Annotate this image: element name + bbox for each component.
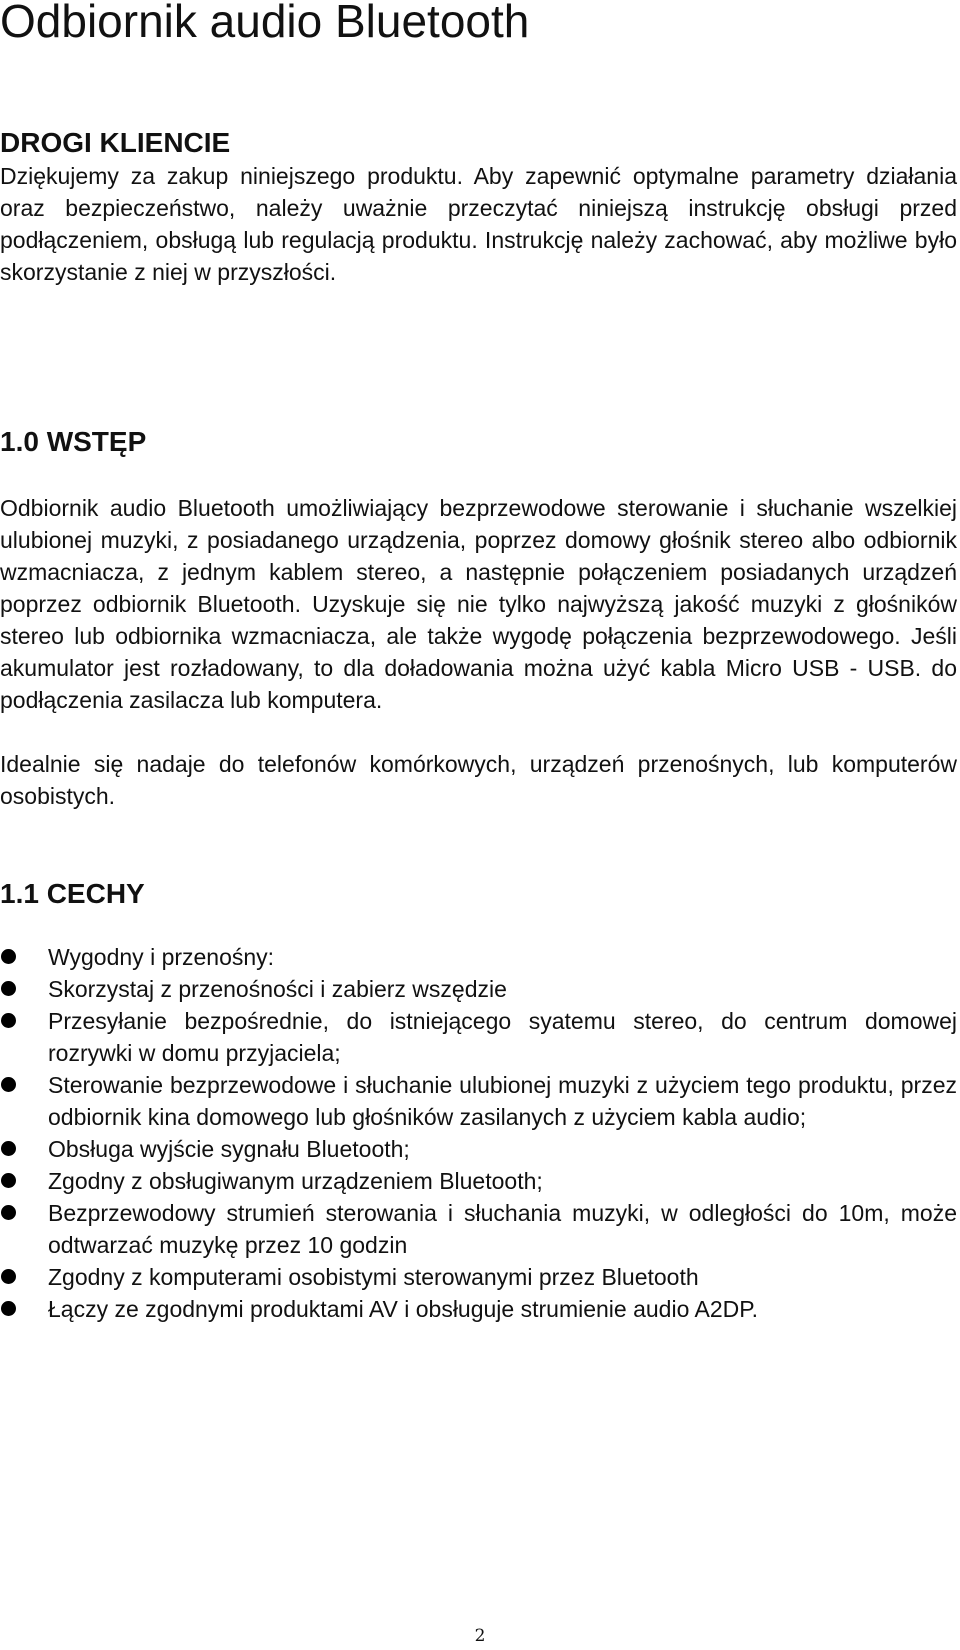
feature-text: Zgodny z obsługiwanym urządzeniem Bluetooth;: [48, 1168, 543, 1194]
greeting-paragraph: Dziękujemy za zakup niniejszego produktu. Aby zapewnić optymalne parametry działania oraz bezpieczeństwo, należy uważnie przeczytać niniejszą instrukcję obsługi przed podłączeniem, obsługą lub regulacją produktu. Instrukcję należy zachować, aby możliwe było skorzystanie z niej w przyszłości.: [0, 163, 957, 285]
feature-item: [0, 1197, 957, 1261]
feature-text: Bezprzewodowy strumień sterowania i słuchania muzyki, w odległości do 10m, może odtwarzać muzykę przez 10 godzin: [48, 1200, 957, 1258]
feature-item: [0, 1069, 957, 1133]
bullet-icon: [1, 1077, 16, 1092]
features-heading: 1.1 CECHY: [0, 878, 145, 909]
greeting-heading: DROGI KLIENCIE: [0, 127, 231, 158]
feature-text: Sterowanie bezprzewodowe i słuchanie ulubionej muzyki z użyciem tego produktu, przez odbiornik kina domowego lub głośników zasilanych z użyciem kabla audio;: [48, 1072, 957, 1130]
bullet-icon: [1, 1205, 16, 1220]
feature-item: [0, 973, 957, 1005]
feature-item: [0, 941, 957, 973]
document-title: Odbiornik audio Bluetooth: [0, 0, 530, 47]
feature-item: [0, 1261, 957, 1293]
feature-item: [0, 1293, 957, 1325]
bullet-icon: [1, 1173, 16, 1188]
bullet-icon: [1, 1141, 16, 1156]
intro-paragraph: Idealnie się nadaje do telefonów komórkowych, urządzeń przenośnych, lub komputerów osobistych.: [0, 751, 957, 809]
bullet-icon: [1, 981, 16, 996]
feature-text: Skorzystaj z przenośności i zabierz wszędzie: [48, 976, 507, 1002]
feature-text: Łączy ze zgodnymi produktami AV i obsługuje strumienie audio A2DP.: [48, 1296, 758, 1322]
bullet-icon: [1, 1301, 16, 1316]
feature-text: Obsługa wyjście sygnału Bluetooth;: [48, 1136, 410, 1162]
bullet-icon: [1, 1269, 16, 1284]
feature-item: [0, 1005, 957, 1069]
bullet-icon: [1, 1013, 16, 1028]
features-list: [0, 941, 957, 1325]
feature-text: Wygodny i przenośny:: [48, 944, 275, 970]
feature-text: Przesyłanie bezpośrednie, do istniejącego syatemu stereo, do centrum domowej rozrywki w domu przyjaciela;: [48, 1008, 957, 1066]
bullet-icon: [1, 949, 16, 964]
intro-paragraph: Odbiornik audio Bluetooth umożliwiający bezprzewodowe sterowanie i słuchanie wszelkiej ulubionej muzyki, z posiadanego urządzenia, poprzez domowy głośnik stereo albo odbiornik wzmacniacza, z jednym kablem stereo, a następnie połączeniem posiadanych urządzeń poprzez odbiornik Bluetooth. Uzyskuje się nie tylko najwyższą jakość muzyki z głośników stereo lub odbiornika wzmacniacza, ale także wygodę połączenia bezprzewodowego. Jeśli akumulator jest rozładowany, to dla doładowania można użyć kabla Micro USB - USB. do podłączenia zasilacza lub komputera.: [0, 495, 957, 713]
intro-heading: 1.0 WSTĘP: [0, 426, 147, 457]
page-number: 2: [474, 1626, 486, 1646]
feature-item: [0, 1165, 957, 1197]
feature-text: Zgodny z komputerami osobistymi sterowanymi przez Bluetooth: [48, 1264, 699, 1290]
feature-item: [0, 1133, 957, 1165]
